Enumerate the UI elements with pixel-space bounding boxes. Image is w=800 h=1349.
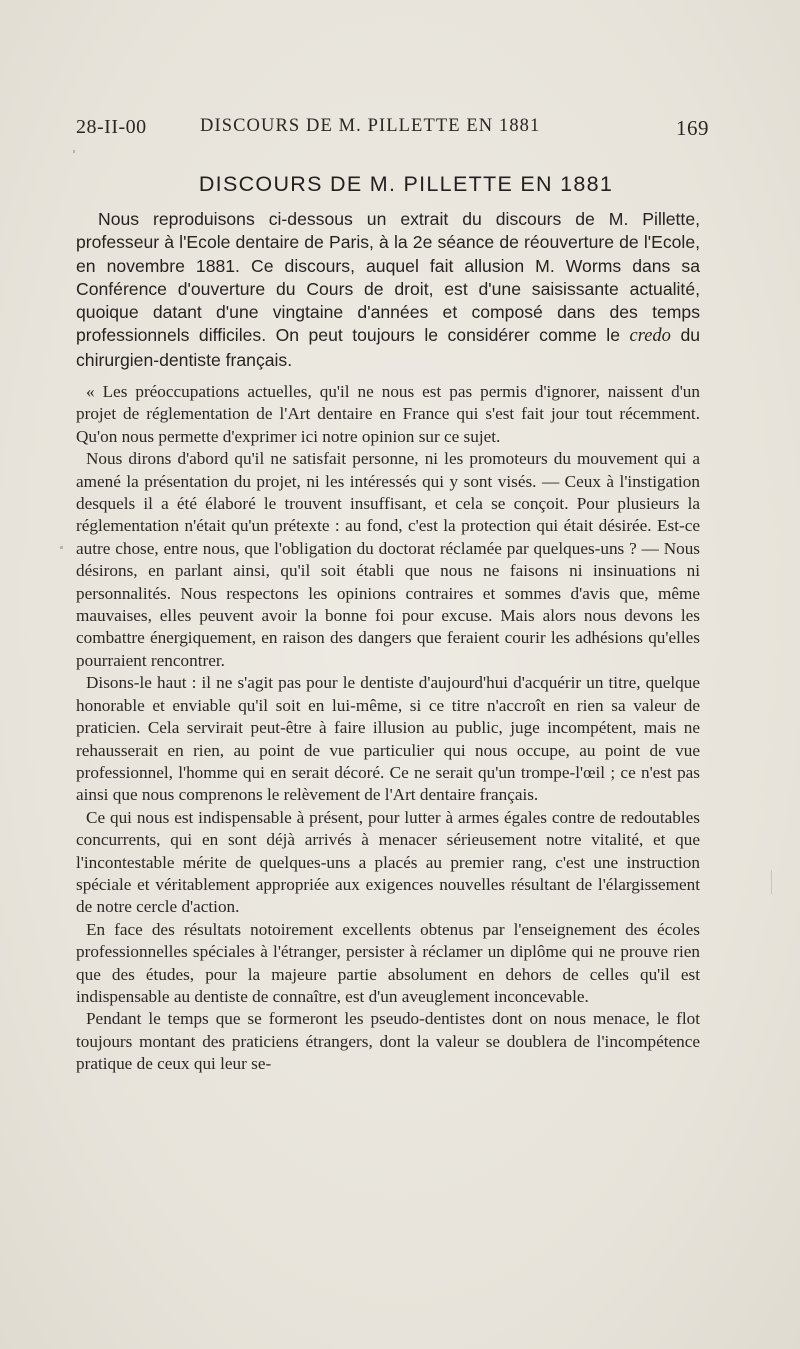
speech-excerpt [76,381,700,1076]
article-title: DISCOURS DE M. PILLETTE EN 1881 [198,172,614,196]
paragraph: Disons-le haut : il ne s'agit pas pour le dentiste d'aujourd'hui d'acquérir un titre, quelque honorable et enviable qu'il soit en lui-même, si ce titre n'accroît en rien sa valeur de praticien. Cela servirait peut-être à faire illusion au public, juge incompétent, mais ne rehausserait en rien, au point de vue particulier qui nous occupe, au point de vue professionnel, l'homme qui en serait décoré. Ce ne serait qu'un trompe-l'œil ; ce n'est pas ainsi que nous comprenons le relèvement de l'Art dentaire français. [76,673,700,805]
paragraph: Nous dirons d'abord qu'il ne satisfait personne, ni les promoteurs du mouvement qui a amené la présentation du projet, ni les intéressés qui y sont visés. — Ceux à l'instigation desquels il a été élaboré le trouvent insuffisant, et cela se conçoit. Pour plusieurs la réglementation n'était qu'un prétexte : au fond, c'est la protection qui était désirée. Est-ce autre chose, entre nous, que l'obligation du doctorat réclamée par quelques-uns ? — Nous désirons, en parlant ainsi, qu'il soit établi que nous ne faisons ni insinuations ni personnalités. Nous respectons les opinions contraires et sommes d'avis que, même mauvaises, elles peuvent avoir la bonne foi pour excuse. Mais alors nous devons les combattre énergiquement, en raison des dangers que feraient courir les adhésions qu'elles pourraient rencontrer. [76,449,700,670]
paragraph: Pendant le temps que se formeront les pseudo-dentistes dont on nous menace, le flot toujours montant des praticiens étrangers, dont la valeur se doublera de l'incompétence pratique de ceux qui leur se- [76,1009,700,1074]
paper-speck [60,546,63,549]
intro-text-end: du chirurgien-dentiste français. [76,325,701,370]
paragraph: Ce qui nous est indispensable à présent, pour lutter à armes égales contre de redoutables concurrents, qui en sont déjà arrivés à menacer sérieusement notre vitalité, et que l'incontestable mérite de quelques-uns a placés au premier rang, c'est une instruction spéciale et véritablement appropriée aux exigences nouvelles résultant de l'élargissement de notre cercle d'action. [76,807,700,917]
intro-paragraph [76,208,700,372]
paper-speck [73,150,75,153]
intro-text-start: Nous reproduisons ci-dessous un extrait du discours de M. Pillette, professeur à l'Ecole dentaire de Paris, à la 2e séance de réouverture de l'Ecole, en novembre 1881. Ce discours, auquel fait allusion M. Worms dans sa Conférence d'ouverture du Cours de droit, est d'une saisissante actualité, quoique datant d'une vingtaine d'années et composé dans des temps professionnels difficiles. On peut toujours le considérer comme le [76,209,700,346]
intro-italic-word: credo [629,326,671,347]
running-head-title: DISCOURS DE M. PILLETTE EN 1881 [200,116,541,136]
paragraph: « Les préoccupations actuelles, qu'il ne nous est pas permis d'ignorer, naissent d'un projet de réglementation de l'Art dentaire en France qui s'est fait jour tout récemment. Qu'on nous permette d'exprimer ici notre opinion sur ce sujet. [76,382,700,446]
running-head [0,116,800,146]
page-number: 169 [676,116,709,140]
paper-speck [771,870,772,894]
paragraph: En face des résultats notoirement excellents obtenus par l'enseignement des écoles professionnelles spéciales à l'étranger, persister à réclamer un diplôme qui ne prouve rien que des études, pour la majeure partie absolument en dehors de celles qu'il est indispensable au dentiste de connaître, est d'un aveuglement inconcevable. [76,919,700,1006]
running-head-date: 28-II-00 [76,116,147,138]
